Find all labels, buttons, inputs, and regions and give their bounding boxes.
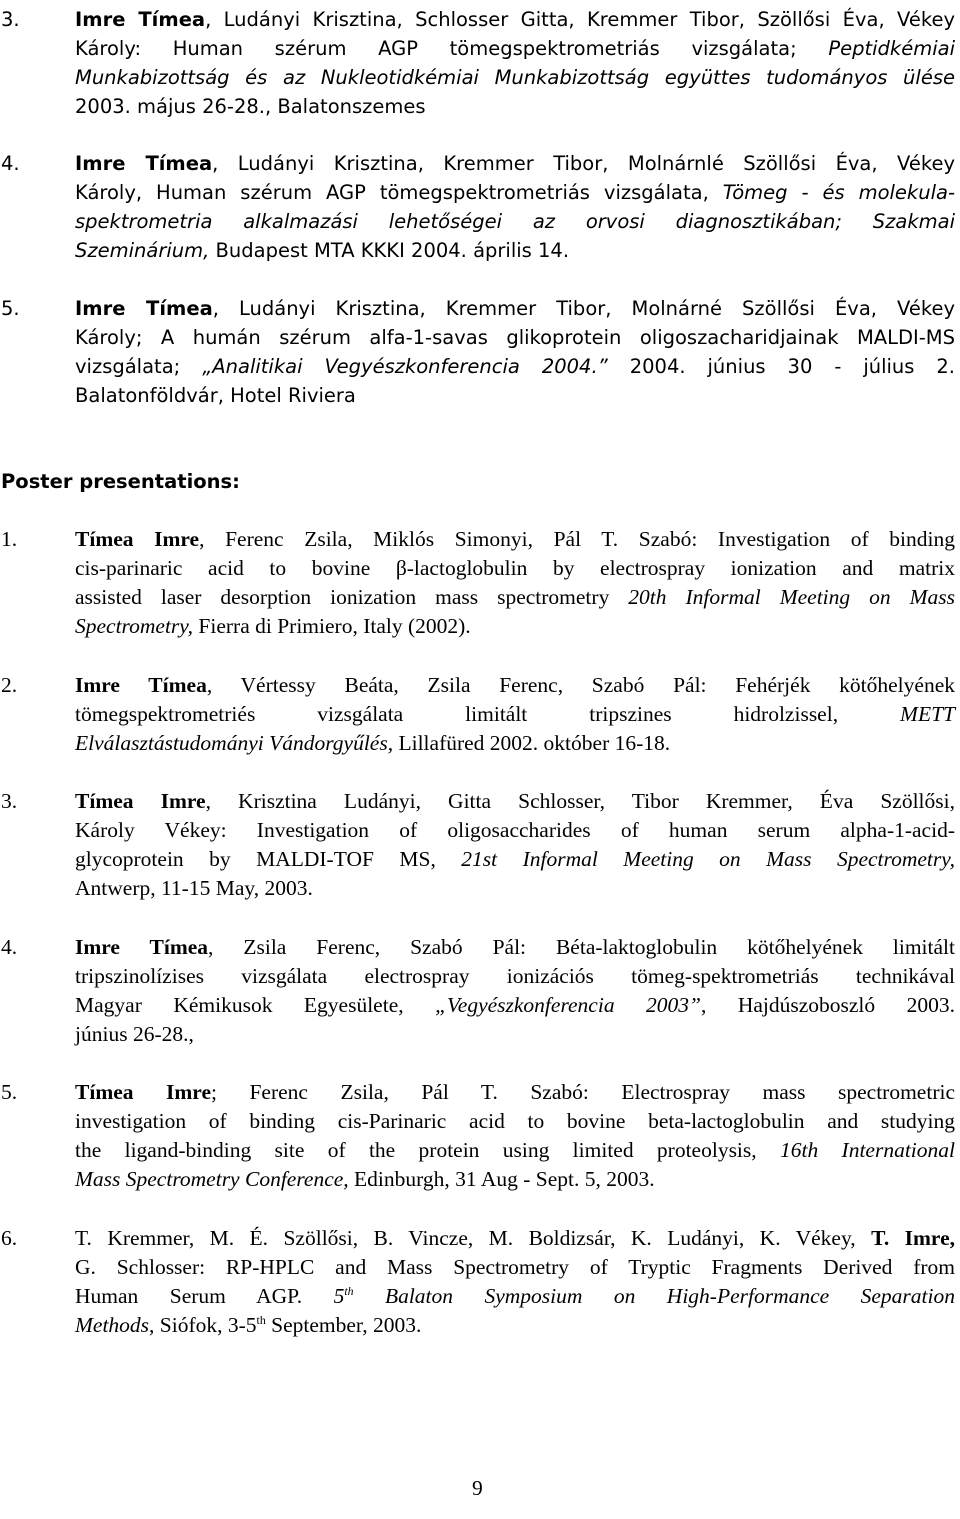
title-text: Károly, Human szérum AGP tömegspektrometriás vizsgálata, xyxy=(75,181,723,204)
entry-line xyxy=(75,993,955,1018)
place-date-text: Fierra di Primiero, Italy (2002). xyxy=(193,614,471,638)
venue-text: METT xyxy=(900,702,955,726)
title-text: tömegspektrometriés vizsgálata limitált tripszines hidrolzissel, xyxy=(75,702,901,726)
title-text: Magyar Kémikusok Egyesülete, xyxy=(75,993,436,1017)
entry-line xyxy=(75,789,955,814)
entry-line: Balatonföldvár, Hotel Riviera xyxy=(75,384,356,407)
authors-text: , Krisztina Ludányi, Gitta Schlosser, Tibor Kremmer, Éva Szöllősi, xyxy=(205,789,955,813)
author-name: T. Imre, xyxy=(871,1226,955,1250)
venue-text: „Vegyészkonferencia 2003” xyxy=(435,993,701,1017)
entry-number: 4. xyxy=(1,152,20,175)
place-date-text: Edinburgh, 31 Aug - Sept. 5, 2003. xyxy=(348,1167,655,1191)
venue-text: 21st Informal Meeting on Mass Spectrometry, xyxy=(461,847,955,871)
entry-line: Antwerp, 11-15 May, 2003. xyxy=(75,876,313,900)
entry-line: spektrometria alkalmazási lehetőségei az orvosi diagnosztikában; Szakmai xyxy=(75,210,955,233)
author-name: Tímea Imre xyxy=(75,527,200,551)
entry-line xyxy=(75,585,955,610)
place-date-text: Budapest MTA KKKI 2004. április 14. xyxy=(209,239,570,262)
entry-line xyxy=(75,152,955,175)
authors-text: , Ludányi Krisztina, Kremmer Tibor, Molnárné Szöllősi Éva, Vékey xyxy=(212,297,955,320)
author-name: Tímea Imre xyxy=(75,789,206,813)
venue-text: Spectrometry, xyxy=(75,614,194,638)
venue-text: Methods xyxy=(75,1313,150,1337)
entry-number: 5. xyxy=(1,297,20,320)
entry-line xyxy=(75,935,955,960)
place-date-text: , Hajdúszoboszló 2003. xyxy=(700,993,955,1017)
author-name: Imre Tímea xyxy=(75,297,213,320)
place-date-text: September, 2003. xyxy=(265,1313,422,1337)
entry-line: G. Schlosser: RP-HPLC and Mass Spectrometry of Tryptic Fragments Derived from xyxy=(75,1255,955,1279)
entry-line: cis-parinaric acid to bovine β-lactoglobulin by electrospray ionization and matrix xyxy=(75,556,955,580)
authors-text: , Ferenc Zsila, Miklós Simonyi, Pál T. Szabó: Investigation of binding xyxy=(199,527,955,551)
entry-line xyxy=(75,8,955,31)
entry-number: 4. xyxy=(1,935,18,959)
authors-text: ; Ferenc Zsila, Pál T. Szabó: Electrospray mass spectrometric xyxy=(211,1080,955,1104)
entry-line: Károly Vékey: Investigation of oligosaccharides of human serum alpha-1-acid- xyxy=(75,818,955,842)
entry-line xyxy=(75,731,955,756)
author-name: Imre Tímea xyxy=(75,935,209,959)
venue-text: Mass Spectrometry Conference, xyxy=(75,1167,349,1191)
authors-text: , Vértessy Beáta, Zsila Ferenc, Szabó Pál: Fehérjék kötőhelyének xyxy=(206,673,955,697)
venue-text: Tömeg - és molekula- xyxy=(722,181,955,204)
entry-line: 2003. május 26-28., Balatonszemes xyxy=(75,95,426,118)
entry-line: Károly; A humán szérum alfa-1-savas glikoprotein oligoszacharidjainak MALDI-MS xyxy=(75,326,955,349)
place-date-text: Lillafüred 2002. október 16-18. xyxy=(393,731,671,755)
place-date-text: , Siófok, 3-5 xyxy=(149,1313,257,1337)
entry-number: 6. xyxy=(1,1226,18,1250)
page-number: 9 xyxy=(472,1476,483,1500)
title-text: assisted laser desorption ionization mass spectrometry xyxy=(75,585,629,609)
venue-text: Peptidkémiai xyxy=(828,37,955,60)
place-date-text: 2004. június 30 - július 2. xyxy=(607,355,956,378)
entry-line xyxy=(75,614,955,639)
author-name: Tímea Imre xyxy=(75,1080,211,1104)
entry-line xyxy=(75,1138,955,1163)
entry-line xyxy=(75,673,955,698)
entry-line xyxy=(75,1313,955,1338)
entry-line xyxy=(75,355,955,378)
venue-text: 16th International xyxy=(779,1138,955,1162)
authors-text: T. Kremmer, M. É. Szöllősi, B. Vincze, M. Boldizsár, K. Ludányi, K. Vékey, xyxy=(75,1226,872,1250)
entry-line: tripszinolízises vizsgálata electrospray ionizációs tömeg-spektrometriás technikával xyxy=(75,964,955,988)
poster-presentations-heading: Poster presentations: xyxy=(1,470,240,493)
authors-text: , Ludányi Krisztina, Schlosser Gitta, Kremmer Tibor, Szöllősi Éva, Vékey xyxy=(205,8,955,31)
entry-line xyxy=(75,847,955,872)
entry-number: 3. xyxy=(1,789,18,813)
venue-text: 20th Informal Meeting on Mass xyxy=(628,585,955,609)
entry-line xyxy=(75,239,955,262)
authors-text: , Ludányi Krisztina, Kremmer Tibor, Molnárnlé Szöllősi Éva, Vékey xyxy=(212,152,955,175)
venue-text: Balaton Symposium on High-Performance Separation xyxy=(353,1284,955,1308)
entry-line xyxy=(75,297,955,320)
entry-line: investigation of binding cis-Parinaric acid to bovine beta-lactoglobulin and studying xyxy=(75,1109,955,1133)
superscript-text: th xyxy=(256,1312,266,1327)
entry-line xyxy=(75,527,955,552)
entry-number: 1. xyxy=(1,527,18,551)
entry-line xyxy=(75,702,955,727)
title-text: vizsgálata; xyxy=(75,355,203,378)
authors-text: , Zsila Ferenc, Szabó Pál: Béta-laktoglobulin kötőhelyének limitált xyxy=(208,935,955,959)
author-name: Imre Tímea xyxy=(75,8,206,31)
venue-text: 5 xyxy=(333,1284,345,1308)
author-name: Imre Tímea xyxy=(75,152,213,175)
superscript-text: th xyxy=(344,1283,354,1298)
entry-line xyxy=(75,1226,955,1251)
entry-line xyxy=(75,1080,955,1105)
entry-line: június 26-28., xyxy=(75,1022,194,1046)
entry-line xyxy=(75,1167,955,1192)
title-text: the ligand-binding site of the protein using limited proteolysis, xyxy=(75,1138,780,1162)
entry-number: 3. xyxy=(1,8,20,31)
title-text: Human Serum AGP. xyxy=(75,1284,334,1308)
entry-line: Munkabizottság és az Nukleotidkémiai Munkabizottság együttes tudományos ülése xyxy=(75,66,955,89)
title-text: glycoprotein by MALDI-TOF MS, xyxy=(75,847,462,871)
venue-text: Elválasztástudományi Vándorgyűlés, xyxy=(75,731,394,755)
entry-number: 5. xyxy=(1,1080,18,1104)
venue-text: Szeminárium, xyxy=(75,239,210,262)
title-text: Károly: Human szérum AGP tömegspektrometriás vizsgálata; xyxy=(75,37,829,60)
entry-line xyxy=(75,37,955,60)
entry-line xyxy=(75,1284,955,1309)
entry-number: 2. xyxy=(1,673,18,697)
author-name: Imre Tímea xyxy=(75,673,207,697)
entry-line xyxy=(75,181,955,204)
venue-text: „Analitikai Vegyészkonferencia 2004.” xyxy=(202,355,608,378)
